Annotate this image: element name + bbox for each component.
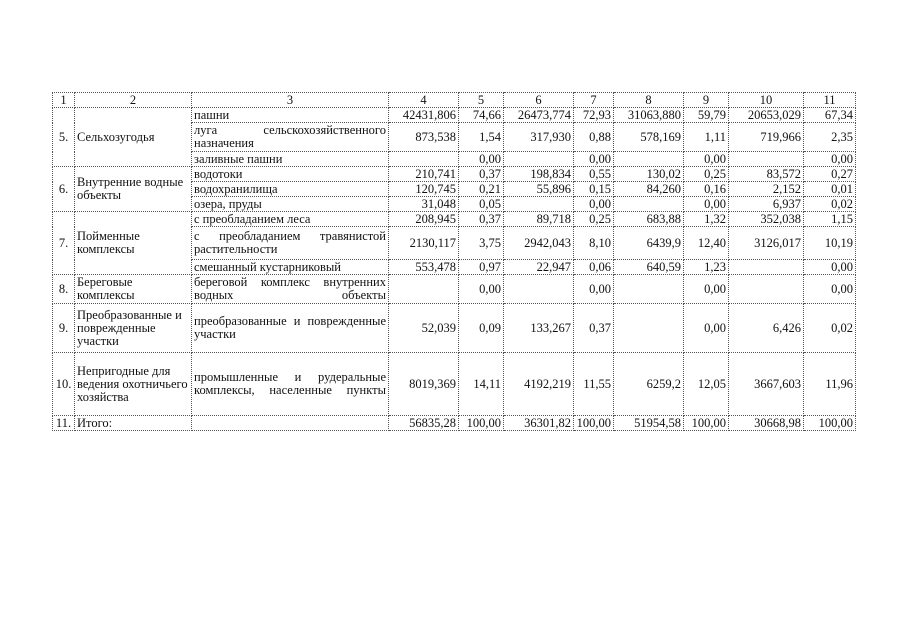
value-cell: 0,37 bbox=[459, 212, 504, 227]
value-cell: 12,05 bbox=[684, 353, 729, 416]
header-cell: 3 bbox=[192, 93, 389, 108]
value-cell: 22,947 bbox=[504, 260, 574, 275]
subcategory-cell: водотоки bbox=[192, 167, 389, 182]
value-cell: 0,00 bbox=[684, 275, 729, 304]
value-cell: 317,930 bbox=[504, 123, 574, 152]
value-cell: 0,27 bbox=[804, 167, 856, 182]
total-row bbox=[53, 416, 856, 431]
table-row bbox=[53, 167, 856, 182]
value-cell: 2942,043 bbox=[504, 227, 574, 260]
value-cell: 12,40 bbox=[684, 227, 729, 260]
header-cell: 5 bbox=[459, 93, 504, 108]
category-cell: Внутренние водные объекты bbox=[75, 167, 192, 212]
category-cell: Пойменные комплексы bbox=[75, 212, 192, 275]
value-cell: 0,37 bbox=[574, 304, 614, 353]
value-cell bbox=[614, 197, 684, 212]
value-cell: 0,00 bbox=[684, 197, 729, 212]
category-cell: Сельхозугодья bbox=[75, 108, 192, 167]
value-cell: 1,54 bbox=[459, 123, 504, 152]
table-row bbox=[53, 108, 856, 123]
subcategory-cell: преобразованные и поврежденные участки bbox=[192, 304, 389, 353]
value-cell bbox=[504, 197, 574, 212]
value-cell: 873,538 bbox=[389, 123, 459, 152]
value-cell: 3126,017 bbox=[729, 227, 804, 260]
value-cell: 0,06 bbox=[574, 260, 614, 275]
value-cell: 3,75 bbox=[459, 227, 504, 260]
value-cell: 52,039 bbox=[389, 304, 459, 353]
value-cell: 0,00 bbox=[684, 152, 729, 167]
row-index: 9. bbox=[53, 304, 75, 353]
value-cell: 0,02 bbox=[804, 304, 856, 353]
value-cell: 100,00 bbox=[804, 416, 856, 431]
value-cell: 0,05 bbox=[459, 197, 504, 212]
value-cell: 0,01 bbox=[804, 182, 856, 197]
value-cell: 120,745 bbox=[389, 182, 459, 197]
value-cell: 1,15 bbox=[804, 212, 856, 227]
subcategory-cell: промышленные и рудеральные комплексы, населенные пункты bbox=[192, 353, 389, 416]
value-cell: 0,00 bbox=[804, 275, 856, 304]
value-cell: 0,25 bbox=[684, 167, 729, 182]
value-cell: 198,834 bbox=[504, 167, 574, 182]
header-row bbox=[53, 93, 856, 108]
row-index: 11. bbox=[53, 416, 75, 431]
value-cell: 578,169 bbox=[614, 123, 684, 152]
value-cell: 0,15 bbox=[574, 182, 614, 197]
value-cell bbox=[389, 152, 459, 167]
subcategory-cell: заливные пашни bbox=[192, 152, 389, 167]
value-cell: 352,038 bbox=[729, 212, 804, 227]
value-cell: 14,11 bbox=[459, 353, 504, 416]
subcategory-cell: озера, пруды bbox=[192, 197, 389, 212]
value-cell: 1,32 bbox=[684, 212, 729, 227]
value-cell: 31,048 bbox=[389, 197, 459, 212]
value-cell: 208,945 bbox=[389, 212, 459, 227]
value-cell: 130,02 bbox=[614, 167, 684, 182]
row-index: 6. bbox=[53, 167, 75, 212]
value-cell bbox=[614, 304, 684, 353]
value-cell bbox=[614, 275, 684, 304]
value-cell: 0,88 bbox=[574, 123, 614, 152]
subcategory-cell: водохранилища bbox=[192, 182, 389, 197]
value-cell: 10,19 bbox=[804, 227, 856, 260]
value-cell: 0,37 bbox=[459, 167, 504, 182]
land-category-table bbox=[52, 92, 856, 431]
value-cell: 67,34 bbox=[804, 108, 856, 123]
value-cell: 2130,117 bbox=[389, 227, 459, 260]
value-cell: 8,10 bbox=[574, 227, 614, 260]
value-cell: 100,00 bbox=[459, 416, 504, 431]
value-cell: 0,00 bbox=[684, 304, 729, 353]
value-cell: 51954,58 bbox=[614, 416, 684, 431]
value-cell bbox=[504, 152, 574, 167]
row-index: 5. bbox=[53, 108, 75, 167]
value-cell: 2,35 bbox=[804, 123, 856, 152]
table-row bbox=[53, 304, 856, 353]
value-cell: 83,572 bbox=[729, 167, 804, 182]
value-cell: 0,00 bbox=[459, 152, 504, 167]
header-cell: 10 bbox=[729, 93, 804, 108]
value-cell: 0,00 bbox=[804, 152, 856, 167]
value-cell: 89,718 bbox=[504, 212, 574, 227]
subcategory-cell: с преобладанием леса bbox=[192, 212, 389, 227]
value-cell bbox=[729, 152, 804, 167]
header-cell: 1 bbox=[53, 93, 75, 108]
value-cell: 719,966 bbox=[729, 123, 804, 152]
row-index: 7. bbox=[53, 212, 75, 275]
value-cell: 100,00 bbox=[574, 416, 614, 431]
table-row bbox=[53, 353, 856, 416]
value-cell bbox=[729, 275, 804, 304]
value-cell: 0,97 bbox=[459, 260, 504, 275]
value-cell: 55,896 bbox=[504, 182, 574, 197]
value-cell: 31063,880 bbox=[614, 108, 684, 123]
value-cell: 3667,603 bbox=[729, 353, 804, 416]
value-cell: 683,88 bbox=[614, 212, 684, 227]
value-cell bbox=[504, 275, 574, 304]
value-cell: 210,741 bbox=[389, 167, 459, 182]
value-cell: 4192,219 bbox=[504, 353, 574, 416]
value-cell: 0,00 bbox=[574, 197, 614, 212]
value-cell: 30668,98 bbox=[729, 416, 804, 431]
value-cell: 2,152 bbox=[729, 182, 804, 197]
value-cell: 11,55 bbox=[574, 353, 614, 416]
subcategory-cell: пашни bbox=[192, 108, 389, 123]
row-index: 10. bbox=[53, 353, 75, 416]
value-cell: 0,00 bbox=[574, 152, 614, 167]
value-cell: 0,00 bbox=[574, 275, 614, 304]
value-cell: 0,16 bbox=[684, 182, 729, 197]
value-cell: 72,93 bbox=[574, 108, 614, 123]
value-cell: 133,267 bbox=[504, 304, 574, 353]
value-cell: 0,25 bbox=[574, 212, 614, 227]
value-cell: 20653,029 bbox=[729, 108, 804, 123]
table-row bbox=[53, 275, 856, 304]
category-cell: Береговые комплексы bbox=[75, 275, 192, 304]
value-cell: 42431,806 bbox=[389, 108, 459, 123]
value-cell: 0,00 bbox=[804, 260, 856, 275]
header-cell: 9 bbox=[684, 93, 729, 108]
value-cell: 11,96 bbox=[804, 353, 856, 416]
value-cell: 8019,369 bbox=[389, 353, 459, 416]
value-cell: 1,23 bbox=[684, 260, 729, 275]
value-cell: 59,79 bbox=[684, 108, 729, 123]
row-index: 8. bbox=[53, 275, 75, 304]
value-cell bbox=[614, 152, 684, 167]
header-cell: 4 bbox=[389, 93, 459, 108]
value-cell: 0,00 bbox=[459, 275, 504, 304]
value-cell: 553,478 bbox=[389, 260, 459, 275]
value-cell bbox=[729, 260, 804, 275]
category-cell: Преобразованные и поврежденные участки bbox=[75, 304, 192, 353]
value-cell: 0,55 bbox=[574, 167, 614, 182]
value-cell: 26473,774 bbox=[504, 108, 574, 123]
header-cell: 7 bbox=[574, 93, 614, 108]
subcategory-cell: смешанный кустарниковый bbox=[192, 260, 389, 275]
value-cell: 6,426 bbox=[729, 304, 804, 353]
value-cell: 74,66 bbox=[459, 108, 504, 123]
header-cell: 2 bbox=[75, 93, 192, 108]
header-cell: 11 bbox=[804, 93, 856, 108]
header-cell: 8 bbox=[614, 93, 684, 108]
subcategory-cell: береговой комплекс внутренних водных объекты bbox=[192, 275, 389, 304]
subcategory-cell bbox=[192, 416, 389, 431]
value-cell: 6259,2 bbox=[614, 353, 684, 416]
value-cell: 6439,9 bbox=[614, 227, 684, 260]
value-cell: 84,260 bbox=[614, 182, 684, 197]
value-cell: 0,21 bbox=[459, 182, 504, 197]
value-cell: 36301,82 bbox=[504, 416, 574, 431]
value-cell: 6,937 bbox=[729, 197, 804, 212]
category-cell: Непригодные для ведения охотничьего хозяйства bbox=[75, 353, 192, 416]
value-cell: 0,02 bbox=[804, 197, 856, 212]
value-cell bbox=[389, 275, 459, 304]
value-cell: 0,09 bbox=[459, 304, 504, 353]
value-cell: 1,11 bbox=[684, 123, 729, 152]
value-cell: 56835,28 bbox=[389, 416, 459, 431]
value-cell: 100,00 bbox=[684, 416, 729, 431]
table-row bbox=[53, 212, 856, 227]
category-cell: Итого: bbox=[75, 416, 192, 431]
subcategory-cell: с преобладанием травянистой растительности bbox=[192, 227, 389, 260]
value-cell: 640,59 bbox=[614, 260, 684, 275]
header-cell: 6 bbox=[504, 93, 574, 108]
subcategory-cell: луга сельскохозяйственного назначения bbox=[192, 123, 389, 152]
